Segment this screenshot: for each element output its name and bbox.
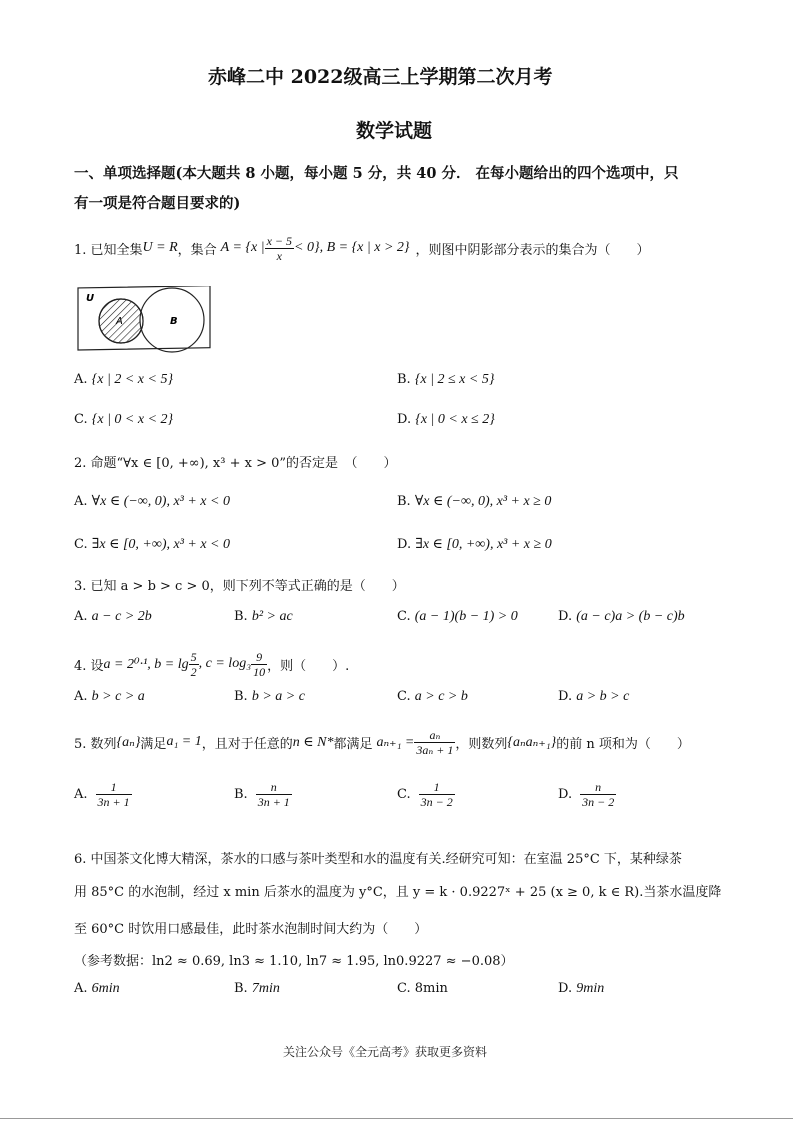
q3-option-b[interactable]	[234, 609, 293, 625]
q1-set-a-left: A = {x |	[220, 240, 265, 255]
q5-n-domain: n ∈ N*	[292, 734, 334, 750]
venn-label-a: A	[116, 316, 123, 327]
option-denominator: 3n + 1	[257, 795, 290, 809]
section-heading-line2: 有一项是符合题目要求的)	[74, 195, 241, 212]
q4-a-part: a = 2⁰·¹, b = lg	[103, 656, 189, 672]
option-numerator: 1	[96, 780, 132, 795]
option-label: A.	[74, 494, 88, 509]
q1-option-a[interactable]	[74, 372, 173, 388]
option-denominator: 3n − 2	[582, 795, 615, 809]
q3-option-c[interactable]	[397, 609, 518, 625]
exam-subtitle: 数学试题	[356, 120, 433, 142]
q5-recurrence-left: aₙ₊₁ =	[376, 734, 415, 750]
q4-fraction-2-num: 9	[251, 650, 267, 665]
page-bottom-divider	[0, 1118, 793, 1119]
q6-option-d[interactable]	[558, 981, 604, 997]
q4-option-b[interactable]	[234, 689, 305, 705]
q5-mid1: 满足	[140, 736, 167, 752]
question-1-stem	[74, 228, 650, 268]
option-text: b > c > a	[91, 689, 145, 704]
q6-option-a[interactable]	[74, 981, 120, 997]
option-label: C.	[397, 609, 411, 624]
q5-option-d[interactable]	[558, 780, 616, 809]
venn-label-u: U	[86, 293, 95, 304]
q5-option-b[interactable]	[234, 780, 292, 809]
q4-fraction-2	[251, 650, 267, 679]
q4-fraction-1-den: 2	[190, 664, 197, 679]
option-text: {x | 0 < x ≤ 2}	[415, 412, 495, 427]
option-text: 7min	[251, 981, 280, 996]
option-numerator: n	[580, 780, 616, 795]
option-label: C.	[397, 689, 411, 704]
q2-option-b[interactable]	[397, 493, 551, 510]
q2-option-c[interactable]	[74, 536, 230, 553]
option-label: D.	[397, 412, 412, 427]
option-text: (a − c)a > (b − c)b	[576, 609, 685, 624]
q5-option-c[interactable]	[397, 780, 455, 809]
option-label: D.	[397, 537, 412, 552]
page-footer: 关注公众号《全元高考》获取更多资料	[283, 1045, 488, 1059]
option-text: ∀x ∈ (−∞, 0), x³ + x < 0	[91, 494, 230, 509]
q1-set-a-denominator: x	[276, 248, 282, 263]
venn-universe-rect	[78, 286, 210, 350]
option-text: b > a > c	[251, 689, 305, 704]
option-text: 6min	[91, 981, 120, 996]
option-fraction	[419, 780, 455, 809]
q4-option-d[interactable]	[558, 689, 629, 705]
option-numerator: 1	[419, 780, 455, 795]
question-6-reference-data: （参考数据：ln2 ≈ 0.69, ln3 ≈ 1.10, ln7 ≈ 1.95, ln0.9227 ≈ −0.08）	[74, 954, 514, 969]
venn-label-b: B	[170, 316, 178, 327]
q1-option-c[interactable]	[74, 412, 173, 428]
question-3-stem: 3. 已知 a > b > c > 0，则下列不等式正确的是（ ）	[74, 579, 405, 594]
question-6-line2: 用 85°C 的水泡制，经过 x min 后茶水的温度为 y°C，且 y = k · 0.9227ˣ + 25 (x ≥ 0, k ∈ R).当茶水温度降	[74, 885, 722, 900]
question-6-line1: 6. 中国茶文化博大精深，茶水的口感与茶叶类型和水的温度有关.经研究可知：在室温 25°C 下，某种绿茶	[74, 852, 682, 867]
option-label: C.	[397, 981, 411, 996]
option-text: a − c > 2b	[91, 609, 152, 624]
option-denominator: 3n + 1	[97, 795, 130, 809]
option-text: ∀x ∈ (−∞, 0), x³ + x ≥ 0	[414, 494, 552, 509]
question-5-stem	[74, 722, 690, 762]
q1-set-a-right: < 0}, B = {x | x > 2}	[294, 240, 410, 255]
option-label: B.	[234, 981, 248, 996]
option-text: 9min	[576, 981, 605, 996]
q4-pre: 4. 设	[74, 658, 104, 674]
q1-option-d[interactable]	[397, 412, 495, 428]
option-text: {x | 2 ≤ x < 5}	[414, 372, 495, 387]
option-label: D.	[558, 689, 573, 704]
option-label: D.	[558, 609, 573, 624]
q5-mid4: ，则数列	[455, 736, 508, 752]
option-fraction	[96, 780, 132, 809]
q5-a1: a₁ = 1	[166, 734, 202, 749]
q5-sequence-2: {aₙaₙ₊₁}	[507, 734, 557, 750]
option-numerator: n	[256, 780, 292, 795]
option-text: (a − 1)(b − 1) > 0	[414, 609, 518, 624]
q1-set-a-numerator: x − 5	[266, 233, 293, 248]
venn-diagram	[76, 286, 214, 354]
q1-pre: 1. 已知全集	[74, 242, 143, 258]
question-6-line3: 至 60°C 时饮用口感最佳，此时茶水泡制时间大约为（ ）	[74, 922, 428, 937]
option-label: B.	[234, 609, 248, 624]
option-label: D.	[558, 787, 573, 802]
option-label: B.	[234, 787, 248, 802]
option-label: D.	[558, 981, 573, 996]
option-label: A.	[74, 372, 88, 387]
option-text: ∃x ∈ [0, +∞), x³ + x ≥ 0	[415, 537, 552, 552]
q4-option-a[interactable]	[74, 689, 145, 705]
q4-fraction-2-den: 10	[253, 664, 266, 679]
q5-post: 的前 n 项和为（ ）	[556, 736, 690, 752]
q6-option-c[interactable]	[397, 981, 448, 996]
option-label: A.	[74, 609, 88, 624]
q4-c-part: , c = log₃	[198, 656, 252, 671]
q5-pre: 5. 数列	[74, 736, 117, 752]
option-text: 8min	[414, 981, 448, 996]
option-label: A.	[74, 787, 88, 802]
q1-mid: ，集合	[177, 242, 217, 258]
q1-option-b[interactable]	[397, 372, 494, 388]
q1-post: ，则图中阴影部分表示的集合为（ ）	[415, 242, 650, 258]
q2-option-a[interactable]	[74, 493, 230, 510]
question-2-stem: 2. 命题“∀x ∈ [0, +∞), x³ + x > 0”的否定是 （ ）	[74, 456, 397, 471]
option-text: a > c > b	[414, 689, 468, 704]
option-label: B.	[397, 494, 411, 509]
exam-title: 赤峰二中 2022级高三上学期第二次月考	[208, 66, 553, 88]
option-text: {x | 2 < x < 5}	[91, 372, 174, 387]
q4-fraction-1	[189, 650, 199, 679]
q5-option-a[interactable]	[74, 780, 132, 809]
q2-option-d[interactable]	[397, 536, 552, 553]
option-label: C.	[397, 787, 411, 802]
option-label: B.	[397, 372, 411, 387]
option-text: b² > ac	[251, 609, 293, 624]
option-denominator: 3n − 2	[420, 795, 453, 809]
option-text: ∃x ∈ [0, +∞), x³ + x < 0	[91, 537, 230, 552]
option-label: C.	[74, 537, 88, 552]
q5-sequence: {aₙ}	[116, 734, 141, 750]
option-label: C.	[74, 412, 88, 427]
q5-mid3: 都满足	[333, 736, 373, 752]
q1-universal-set: U = R	[142, 240, 178, 255]
option-fraction	[256, 780, 292, 809]
q4-option-c[interactable]	[397, 689, 468, 705]
option-label: A.	[74, 981, 88, 996]
q3-option-d[interactable]	[558, 609, 685, 625]
section-heading-line1: 一、单项选择题(本大题共 8 小题，每小题 5 分，共 40 分． 在每小题给出的四个选项中，只	[74, 165, 679, 182]
option-label: B.	[234, 689, 248, 704]
question-4-stem	[74, 644, 349, 684]
q4-fraction-1-num: 5	[190, 649, 197, 664]
q1-set-a-fraction	[265, 234, 294, 263]
q5-mid2: ，且对于任意的	[201, 736, 293, 752]
option-text: {x | 0 < x < 2}	[91, 412, 174, 427]
option-text: a > b > c	[576, 689, 630, 704]
q6-option-b[interactable]	[234, 981, 280, 997]
q5-recurrence-den: 3aₙ + 1	[416, 742, 454, 757]
option-label: A.	[74, 689, 88, 704]
q5-recurrence-num: aₙ	[414, 728, 455, 743]
q4-post: ，则（ ）.	[267, 658, 350, 674]
q3-option-a[interactable]	[74, 609, 152, 625]
q5-recurrence-fraction	[414, 728, 455, 757]
option-fraction	[580, 780, 616, 809]
